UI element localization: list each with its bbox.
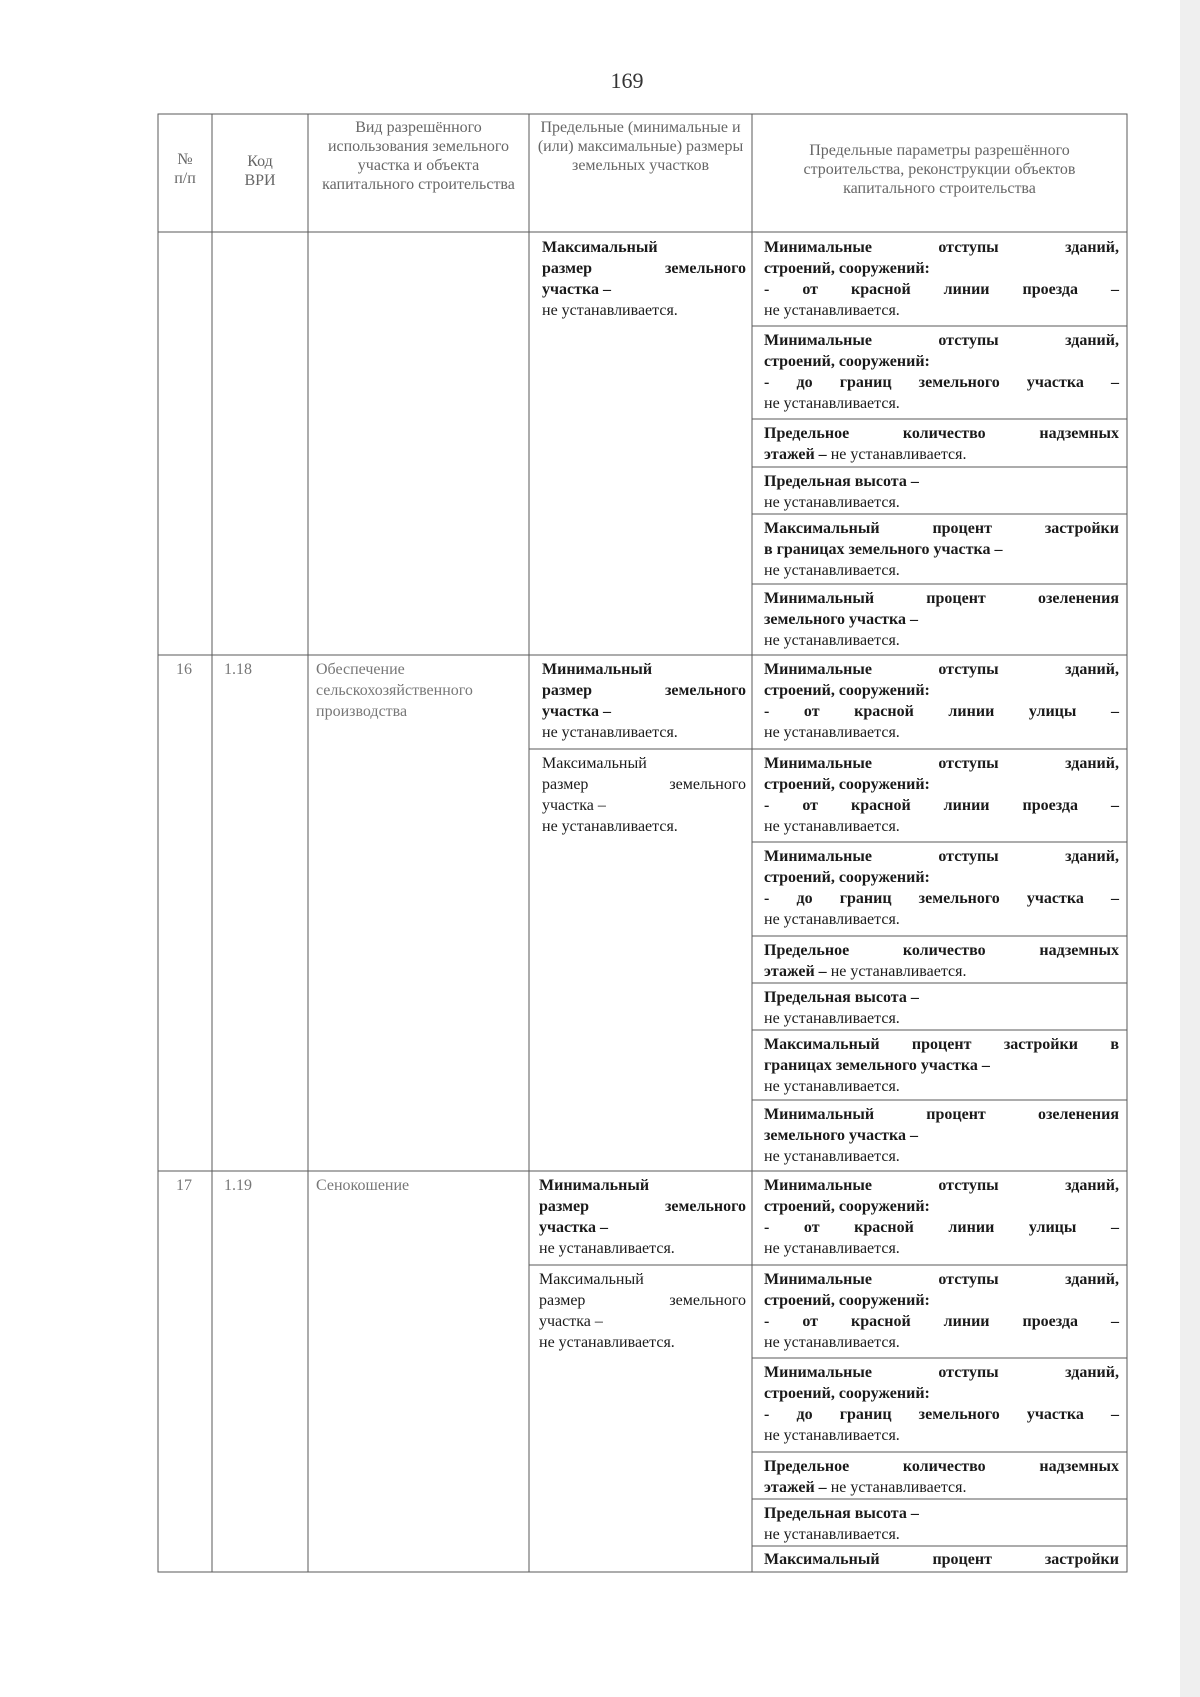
param-title: Предельное количество надземных (764, 425, 1119, 442)
param-title: Минимальные отступы зданий, (764, 848, 1119, 865)
param-line: - от красной линии улицы – (764, 703, 1119, 720)
param-cell (752, 1549, 1127, 1570)
param-title: строений, сооружений: (764, 1292, 930, 1309)
not-set: не устанавливается. (542, 724, 678, 741)
param-title: земельного участка – (764, 611, 919, 628)
min-size-cell (529, 659, 752, 743)
not-set: не устанавливается. (539, 1240, 675, 1257)
param-cell (752, 987, 1127, 1029)
param-line: - от красной линии проезда – (764, 281, 1119, 298)
param-title: строений, сооружений: (764, 776, 930, 793)
param-line: - до границ земельного участка – (764, 1406, 1119, 1423)
param-cell (752, 1175, 1127, 1259)
not-set: не устанавливается. (764, 632, 900, 649)
not-set: не устанавливается. (542, 302, 678, 319)
param-title: Минимальный процент озеленения (764, 1106, 1119, 1123)
param-title: Предельное количество надземных (764, 1458, 1119, 1475)
param-title: земельного участка – (764, 1127, 919, 1144)
size-line: размер земельного (542, 260, 746, 277)
param-title: строений, сооружений: (764, 1198, 930, 1215)
param-title: Предельная высота – (764, 989, 919, 1006)
not-set: не устанавливается. (764, 302, 900, 319)
not-set: не устанавливается. (764, 1240, 900, 1257)
max-size-cell (529, 753, 752, 837)
header-params: Предельные параметры разрешённого строительства, реконструкции объектов капитального строительства (803, 142, 1076, 197)
min-size-cell (529, 1175, 752, 1259)
param-title: Предельное количество надземных (764, 942, 1119, 959)
not-set: не устанавливается. (764, 1078, 900, 1095)
not-set: не устанавливается. (830, 446, 967, 463)
param-title: этажей – (764, 963, 827, 980)
param-title: строений, сооружений: (764, 682, 930, 699)
header-num: № п/п (174, 151, 196, 187)
param-title: Максимальный процент застройки (764, 520, 1119, 537)
param-title: Минимальные отступы зданий, (764, 1364, 1119, 1381)
param-title: Минимальные отступы зданий, (764, 332, 1119, 349)
size-line: участка – (539, 1313, 603, 1330)
max-size-label: Максимальный (542, 755, 647, 772)
not-set: не устанавливается. (539, 1334, 675, 1351)
size-line: размер земельного (542, 682, 746, 699)
param-cell (752, 1269, 1127, 1353)
param-title: Минимальный процент озеленения (764, 590, 1119, 607)
not-set: не устанавливается. (830, 963, 967, 980)
not-set: не устанавливается. (764, 724, 900, 741)
size-line: участка – (539, 1219, 608, 1236)
param-title: строений, сооружений: (764, 1385, 930, 1402)
row-17-num: 17 (176, 1177, 192, 1194)
row-16-name: Обеспечение сельскохозяйственного производства (316, 661, 473, 720)
param-cell (752, 237, 1127, 321)
row-16-code: 1.18 (224, 661, 252, 678)
param-title: Минимальные отступы зданий, (764, 755, 1119, 772)
size-line: участка – (542, 797, 606, 814)
param-title: этажей – (764, 446, 827, 463)
param-title: Предельная высота – (764, 473, 919, 490)
size-line: размер земельного (539, 1198, 746, 1215)
param-title: Максимальный процент застройки в (764, 1036, 1119, 1053)
row-16-num: 16 (176, 661, 192, 678)
param-line: - до границ земельного участка – (764, 374, 1119, 391)
not-set: не устанавливается. (764, 395, 900, 412)
param-title: строений, сооружений: (764, 869, 930, 886)
not-set: не устанавливается. (764, 911, 900, 928)
not-set: не устанавливается. (764, 1526, 900, 1543)
page-number: 169 (610, 68, 644, 93)
not-set: не устанавливается. (764, 562, 900, 579)
not-set: не устанавливается. (830, 1479, 967, 1496)
header-kind: Вид разрешённого использования земельного участка и объекта капитального строительства (322, 119, 515, 193)
param-title: этажей – (764, 1479, 827, 1496)
not-set: не устанавливается. (764, 1010, 900, 1027)
param-title: Минимальные отступы зданий, (764, 1271, 1119, 1288)
param-cell (752, 330, 1127, 414)
not-set: не устанавливается. (764, 818, 900, 835)
param-cell (752, 518, 1127, 581)
size-line: размер земельного (539, 1292, 746, 1309)
param-title: в границах земельного участка – (764, 541, 1003, 558)
param-cell (752, 423, 1127, 465)
max-size-cell (529, 1269, 752, 1353)
param-cell (752, 1034, 1127, 1097)
row-17-code: 1.19 (224, 1177, 252, 1194)
param-cell (752, 1503, 1127, 1545)
param-cell (752, 1456, 1127, 1498)
max-size-label: Максимальный (542, 239, 658, 256)
param-title: границах земельного участка – (764, 1057, 990, 1074)
param-cell (752, 659, 1127, 743)
not-set: не устанавливается. (542, 818, 678, 835)
max-size-label: Максимальный (539, 1271, 644, 1288)
row-17-name: Сенокошение (316, 1177, 410, 1194)
param-title: строений, сооружений: (764, 353, 930, 370)
param-title: строений, сооружений: (764, 260, 930, 277)
param-line: - от красной линии улицы – (764, 1219, 1119, 1236)
param-cell (752, 1362, 1127, 1446)
param-line: - от красной линии проезда – (764, 1313, 1119, 1330)
not-set: не устанавливается. (764, 494, 900, 511)
param-cell (752, 753, 1127, 837)
header-code: Код ВРИ (244, 153, 276, 189)
not-set: не устанавливается. (764, 1334, 900, 1351)
param-title: Минимальные отступы зданий, (764, 239, 1119, 256)
param-title: Предельная высота – (764, 1505, 919, 1522)
size-line: участка – (542, 281, 611, 298)
min-size-label: Минимальный (539, 1177, 650, 1194)
header-sizes: Предельные (минимальные и (или) максимальные) размеры земельных участков (537, 119, 744, 174)
param-cell (752, 1104, 1127, 1167)
not-set: не устанавливается. (764, 1148, 900, 1165)
min-size-label: Минимальный (542, 661, 653, 678)
param-cell (752, 471, 1127, 513)
param-title: Минимальные отступы зданий, (764, 1177, 1119, 1194)
param-cell (752, 588, 1127, 651)
param-line: - от красной линии проезда – (764, 797, 1119, 814)
param-cell (752, 846, 1127, 930)
size-line: участка – (542, 703, 611, 720)
param-line: - до границ земельного участка – (764, 890, 1119, 907)
max-size-cont (529, 237, 752, 321)
param-cell (752, 940, 1127, 982)
not-set: не устанавливается. (764, 1427, 900, 1444)
param-title: Максимальный процент застройки (764, 1551, 1119, 1568)
size-line: размер земельного (542, 776, 746, 793)
param-title: Минимальные отступы зданий, (764, 661, 1119, 678)
